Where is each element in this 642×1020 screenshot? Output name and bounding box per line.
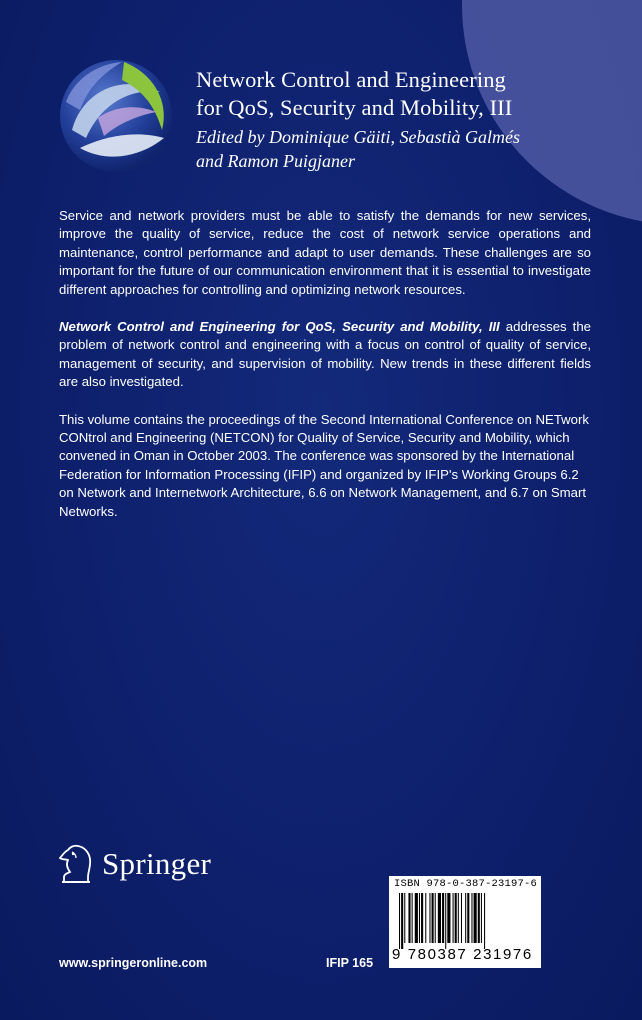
barcode-bar	[481, 893, 482, 943]
barcode-digits: 9 780387 231976	[392, 946, 533, 963]
publisher-name: Springer	[102, 846, 212, 881]
barcode-bar	[399, 893, 400, 949]
description-paragraph-1: Service and network providers must be able to satisfy the demands for new services, improve the quality of service, reduce the cost of network service operations and maintenance, control performance and adapt to user demands. These challenges are so important for the future of our communication environment that it is essential to investigate different approaches for controlling and optimizing network resources.	[59, 208, 591, 297]
barcode-bar	[445, 893, 446, 949]
barcode-bar	[404, 893, 405, 943]
barcode-bar	[419, 893, 420, 943]
editors-line-1: Edited by Dominique Gäiti, Sebastià Galmés	[196, 127, 520, 147]
description-paragraph-3: This volume contains the proceedings of the Second International Conference on NETwork CONtrol and Engineering (NETCON) for Quality of Service, Security and Mobility, which convened in Oman in October 2003. The conference was sponsored by the International Federation for Information Processing (IFIP) and organized by IFIP's Working Groups 6.2 on Network and Internetwork Architecture, 6.6 on Network Management, and 6.7 on Smart Networks.	[59, 411, 590, 519]
barcode-bar	[461, 893, 462, 943]
barcode-bar	[435, 893, 436, 943]
barcode-bar	[447, 893, 450, 943]
barcode-bar	[438, 893, 441, 943]
isbn-barcode	[389, 876, 541, 968]
barcode-bar	[478, 893, 480, 943]
barcode-bar	[429, 893, 430, 943]
springer-logo	[58, 844, 211, 884]
publisher-website: www.springeronline.com	[59, 956, 208, 970]
barcode-bar	[442, 893, 444, 943]
editors-line-2: and Ramon Puigjaner	[196, 151, 355, 171]
book-title-line-2: for QoS, Security and Mobility, III	[196, 95, 513, 120]
barcode-bar	[401, 893, 403, 949]
barcode-bar	[421, 893, 423, 943]
barcode-bar	[412, 893, 413, 943]
barcode-bar	[425, 893, 426, 943]
isbn-label: ISBN 978-0-387-23197-6	[394, 878, 538, 890]
barcode-bar	[465, 893, 466, 943]
barcode-bar	[408, 893, 410, 943]
description	[59, 207, 591, 540]
barcode-bar	[474, 893, 477, 943]
barcode-bar	[432, 893, 434, 943]
paragraph-2-text: addresses the problem of network control and engineering with a focus on control of quality of service, management of security, and supervision of mobility. New trends in these different fields are also investigated.	[59, 319, 591, 390]
knight-horse-icon	[58, 844, 94, 884]
book-title-line-1: Network Control and Engineering	[196, 67, 506, 92]
series-number: IFIP 165	[326, 956, 374, 970]
barcode-bar	[458, 893, 459, 943]
barcode-bar	[455, 893, 457, 943]
book-title-emphasis: Network Control and Engineering for QoS, Security and Mobility, III	[59, 319, 500, 335]
barcode-bar	[467, 893, 469, 943]
swirl-logo-icon	[52, 52, 180, 180]
barcode-bar	[415, 893, 418, 943]
description-paragraph-2	[59, 318, 591, 392]
barcode-bar	[484, 893, 485, 949]
title-block	[196, 66, 616, 173]
barcode-bar	[453, 893, 454, 943]
barcode-bars-icon	[399, 893, 531, 949]
barcode-bar	[471, 893, 472, 943]
